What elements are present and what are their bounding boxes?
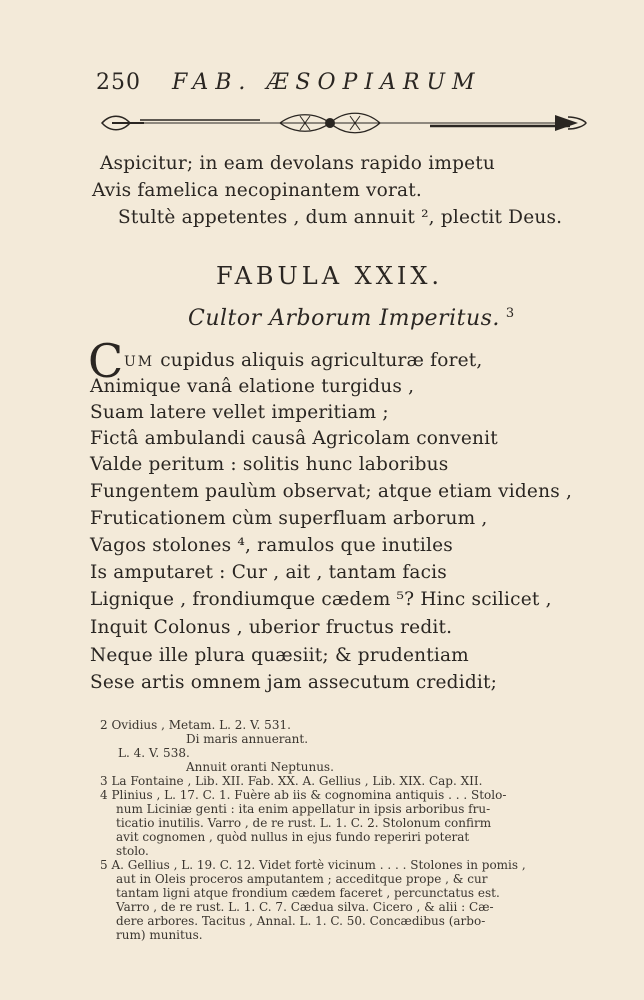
verse-line: Fictâ ambulandi causâ Agricolam convenit [90,428,498,449]
footnote: stolo. [116,844,149,858]
verse-line: Fruticationem cùm superfluam arborum , [90,508,488,529]
verse-line: Sese artis omnem jam assecutum credidit; [90,672,498,693]
page-header [96,70,576,100]
drop-cap: C [88,334,124,388]
verse-line: Animique vanâ elatione turgidus , [90,376,415,397]
small-caps: UM [124,354,155,370]
fable-subtitle [188,306,515,331]
decorative-head-rule [100,110,588,136]
verse-line: Aspicitur; in eam devolans rapido impetu [100,153,496,174]
verse-line: Vagos stolones ⁴, ramulos que inutiles [90,535,453,556]
footnote: 5 A. Gellius , L. 19. C. 12. Videt fortè vicinum . . . . Stolones in pomis , [100,858,526,872]
footnote: num Liciniæ genti : ita enim appellatur in ipsis arboribus fru- [116,802,491,816]
running-head: FAB. ÆSOPIARUM [172,70,482,95]
verse-line: Valde peritum : solitis hunc laboribus [90,454,449,475]
footnote: tantam ligni atque frondium cædem faceret , percunctatus est. [116,886,500,900]
footnote: Varro , de re rust. L. 1. C. 7. Cædua silva. Cicero , & alii : Cæ- [116,900,494,914]
footnote: dere arbores. Tacitus , Annal. L. 1. C. 50. Concædibus (arbo- [116,914,486,928]
verse-line-first: UM cupidus aliquis agriculturæ foret, [124,350,483,371]
verse-line: Fungentem paulùm observat; atque etiam videns , [90,481,573,502]
verse-line: Inquit Colonus , uberior fructus redit. [90,617,453,638]
footnote: avit cognomen , quòd nullus in ejus fundo reperiri poterat [116,830,470,844]
footnote: ticatio inutilis. Varro , de re rust. L. 1. C. 2. Stolonum confirm [116,816,492,830]
verse-line: Avis famelica necopinantem vorat. [92,180,422,201]
footnote-ref: 3 [505,306,515,321]
fable-subtitle-text: Cultor Arborum Imperitus. [188,306,500,331]
footnote: 4 Plinius , L. 17. C. 1. Fuère ab iis & cognomina antiquis . . . Stolo- [100,788,507,802]
footnote: rum) munitus. [116,928,203,942]
footnote: aut in Oleis proceros amputantem ; acceditque prope , & cur [116,872,488,886]
verse-line: Is amputaret : Cur , ait , tantam facis [90,562,447,583]
footnote: 2 Ovidius , Metam. L. 2. V. 531. [100,718,291,732]
verse-line: Suam latere vellet imperitiam ; [90,402,389,423]
verse-line: Neque ille plura quæsiit; & prudentiam [90,645,469,666]
verse-line: Lignique , frondiumque cædem ⁵? Hinc scilicet , [90,589,552,610]
footnote-quote: Annuit oranti Neptunus. [186,760,334,774]
fable-title: FABULA XXIX. [216,262,444,290]
footnote-quote: Di maris annuerant. [186,732,309,746]
page-number: 250 [96,70,141,95]
footnote: L. 4. V. 538. [118,746,190,760]
verse-line: Stultè appetentes , dum annuit ², plectit Deus. [118,207,563,228]
footnote: 3 La Fontaine , Lib. XII. Fab. XX. A. Gellius , Lib. XIX. Cap. XII. [100,774,483,788]
